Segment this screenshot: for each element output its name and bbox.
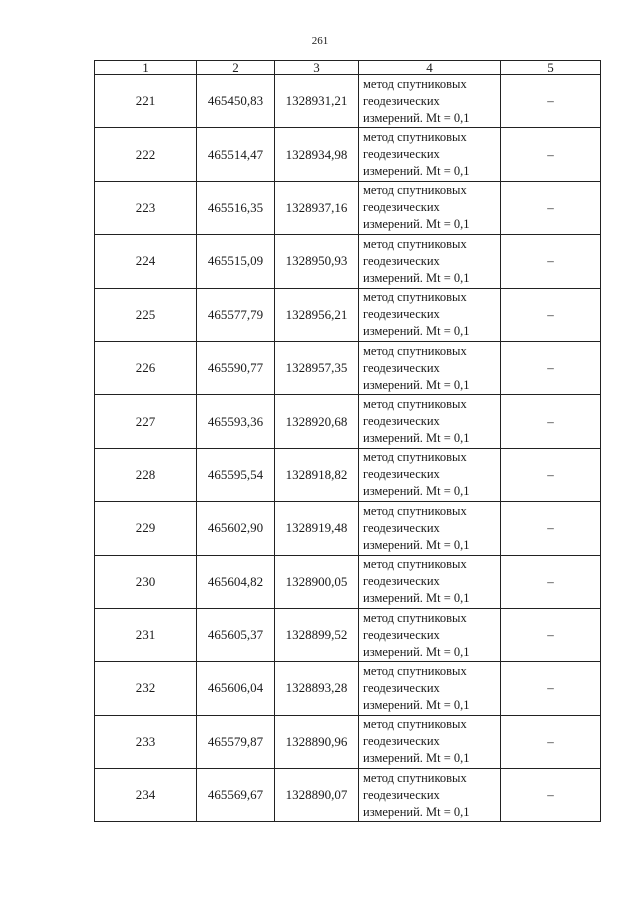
method-line-1: метод спутниковых [363,717,467,732]
y-coordinate-cell: 1328919,48 [275,502,359,555]
method-line-2: геодезических [363,200,440,215]
y-coordinate-cell: 1328957,35 [275,341,359,394]
method-line-1: метод спутниковых [363,130,467,145]
method-line-2: геодезических [363,574,440,589]
method-line-3: измерений. Mt = 0,1 [363,270,470,285]
y-coordinate-cell: 1328950,93 [275,235,359,288]
column-5-cell: – [501,341,601,394]
x-coordinate-cell: 465590,77 [197,341,275,394]
method-line-3: измерений. Mt = 0,1 [363,751,470,766]
method-line-1: метод спутниковых [363,290,467,305]
header-col-4: 4 [359,61,501,75]
column-5-cell: – [501,75,601,128]
method-line-2: геодезических [363,734,440,749]
column-5-cell: – [501,769,601,822]
table-row [95,715,601,768]
page-number: 261 [311,35,329,47]
method-line-2: геодезических [363,253,440,268]
method-line-1: метод спутниковых [363,397,467,412]
point-number-cell: 230 [95,555,197,608]
table-row [95,555,601,608]
table-row [95,75,601,128]
x-coordinate-cell: 465602,90 [197,502,275,555]
header-col-5: 5 [501,61,601,75]
point-number-cell: 225 [95,288,197,341]
method-cell [359,181,501,234]
method-line-3: измерений. Mt = 0,1 [363,377,470,392]
method-line-1: метод спутниковых [363,450,467,465]
point-number-cell: 228 [95,448,197,501]
column-5-cell: – [501,181,601,234]
point-number-cell: 234 [95,769,197,822]
column-5-cell: – [501,502,601,555]
method-line-3: измерений. Mt = 0,1 [363,324,470,339]
point-number-cell: 221 [95,75,197,128]
column-5-cell: – [501,235,601,288]
x-coordinate-cell: 465606,04 [197,662,275,715]
table-row [95,128,601,181]
method-line-1: метод спутниковых [363,183,467,198]
method-line-3: измерений. Mt = 0,1 [363,804,470,819]
y-coordinate-cell: 1328890,07 [275,769,359,822]
point-number-cell: 232 [95,662,197,715]
column-5-cell: – [501,128,601,181]
point-number-cell: 233 [95,715,197,768]
x-coordinate-cell: 465569,67 [197,769,275,822]
y-coordinate-cell: 1328931,21 [275,75,359,128]
method-line-2: геодезических [363,467,440,482]
method-line-3: измерений. Mt = 0,1 [363,110,470,125]
method-cell [359,769,501,822]
table-header [95,61,601,75]
table-row [95,288,601,341]
column-5-cell: – [501,662,601,715]
point-number-cell: 226 [95,341,197,394]
y-coordinate-cell: 1328890,96 [275,715,359,768]
table-row [95,395,601,448]
method-cell [359,715,501,768]
coordinates-table [94,60,601,822]
point-number-cell: 222 [95,128,197,181]
column-5-cell: – [501,555,601,608]
x-coordinate-cell: 465593,36 [197,395,275,448]
method-line-1: метод спутниковых [363,770,467,785]
x-coordinate-cell: 465605,37 [197,608,275,661]
method-line-3: измерений. Mt = 0,1 [363,644,470,659]
x-coordinate-cell: 465577,79 [197,288,275,341]
header-col-3: 3 [275,61,359,75]
method-line-2: геодезических [363,93,440,108]
x-coordinate-cell: 465595,54 [197,448,275,501]
header-col-2: 2 [197,61,275,75]
y-coordinate-cell: 1328920,68 [275,395,359,448]
x-coordinate-cell: 465516,35 [197,181,275,234]
table-row [95,181,601,234]
x-coordinate-cell: 465579,87 [197,715,275,768]
y-coordinate-cell: 1328956,21 [275,288,359,341]
point-number-cell: 224 [95,235,197,288]
method-line-1: метод спутниковых [363,663,467,678]
point-number-cell: 231 [95,608,197,661]
table-row [95,448,601,501]
method-line-3: измерений. Mt = 0,1 [363,164,470,179]
method-line-3: измерений. Mt = 0,1 [363,484,470,499]
method-line-2: геодезических [363,307,440,322]
x-coordinate-cell: 465515,09 [197,235,275,288]
y-coordinate-cell: 1328893,28 [275,662,359,715]
method-line-2: геодезических [363,680,440,695]
table-row [95,662,601,715]
point-number-cell: 223 [95,181,197,234]
method-cell [359,555,501,608]
column-5-cell: – [501,395,601,448]
method-line-2: геодезических [363,360,440,375]
table-row [95,608,601,661]
method-line-3: измерений. Mt = 0,1 [363,697,470,712]
table-row [95,502,601,555]
method-line-1: метод спутниковых [363,76,467,91]
x-coordinate-cell: 465604,82 [197,555,275,608]
method-line-3: измерений. Mt = 0,1 [363,217,470,232]
point-number-cell: 229 [95,502,197,555]
column-5-cell: – [501,288,601,341]
point-number-cell: 227 [95,395,197,448]
table-row [95,341,601,394]
y-coordinate-cell: 1328900,05 [275,555,359,608]
column-5-cell: – [501,608,601,661]
method-cell [359,395,501,448]
method-cell [359,75,501,128]
column-5-cell: – [501,448,601,501]
x-coordinate-cell: 465514,47 [197,128,275,181]
table-row [95,235,601,288]
table-body [95,75,601,822]
column-5-cell: – [501,715,601,768]
method-line-2: геодезических [363,147,440,162]
header-row [95,61,601,75]
y-coordinate-cell: 1328918,82 [275,448,359,501]
y-coordinate-cell: 1328937,16 [275,181,359,234]
y-coordinate-cell: 1328899,52 [275,608,359,661]
method-line-1: метод спутниковых [363,503,467,518]
method-line-3: измерений. Mt = 0,1 [363,591,470,606]
method-line-1: метод спутниковых [363,343,467,358]
method-line-2: геодезических [363,414,440,429]
method-line-3: измерений. Mt = 0,1 [363,537,470,552]
method-line-2: геодезических [363,520,440,535]
y-coordinate-cell: 1328934,98 [275,128,359,181]
x-coordinate-cell: 465450,83 [197,75,275,128]
method-cell [359,128,501,181]
method-line-2: геодезических [363,627,440,642]
method-line-1: метод спутниковых [363,557,467,572]
method-line-2: геодезических [363,787,440,802]
header-col-1: 1 [95,61,197,75]
method-line-1: метод спутниковых [363,236,467,251]
method-cell [359,502,501,555]
method-cell [359,235,501,288]
method-cell [359,288,501,341]
method-line-1: метод спутниковых [363,610,467,625]
method-cell [359,448,501,501]
method-line-3: измерений. Mt = 0,1 [363,431,470,446]
method-cell [359,341,501,394]
method-cell [359,662,501,715]
method-cell [359,608,501,661]
table-row [95,769,601,822]
